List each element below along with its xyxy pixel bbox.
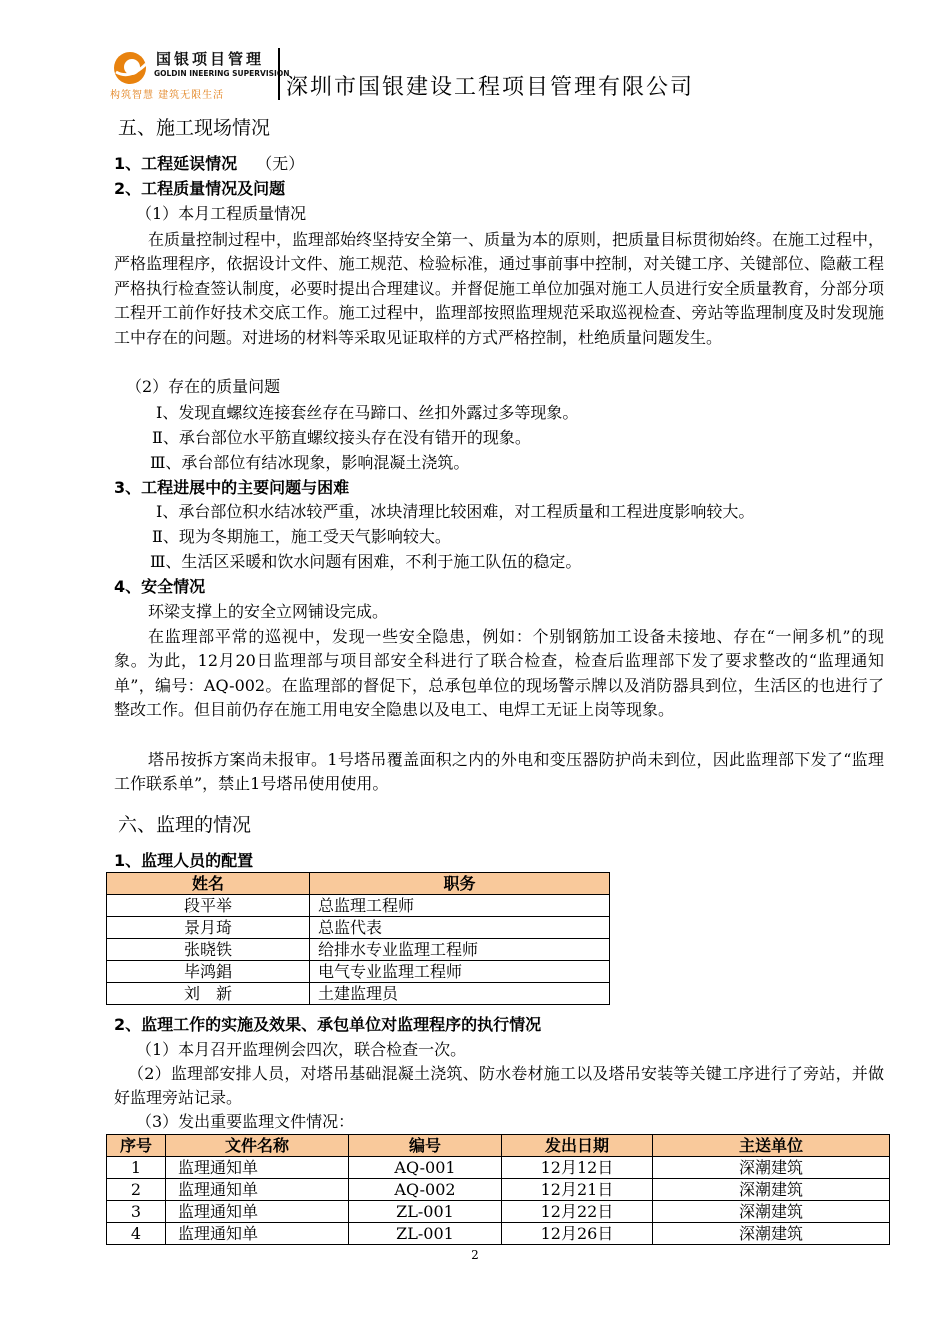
table-row [107,1157,890,1179]
staff-name: 张晓铁 [107,939,310,961]
staff-position: 总监理工程师 [310,895,610,917]
progress-heading: 3、工程进展中的主要问题与困难 [114,478,350,497]
doc-recipient: 深潮建筑 [653,1223,890,1245]
table-row [107,1223,890,1245]
doc-number: AQ-001 [349,1157,502,1179]
quality-issue-2: Ⅱ、承台部位水平筋直螺纹接头存在没有错开的现象。 [152,428,531,447]
quality-issue-3: Ⅲ、承台部位有结冰现象，影响混凝土浇筑。 [150,453,470,472]
doc-index: 1 [107,1157,166,1179]
company-logo [108,44,290,101]
execution-item-2: （2）监理部安排人员，对塔吊基础混凝土浇筑、防水卷材施工以及塔吊安装等关键工序进行了旁站，并做好监理旁站记录。 [114,1064,884,1108]
progress-item-2: Ⅱ、现为冬期施工，施工受天气影响较大。 [152,527,451,546]
staff-name: 段平举 [107,895,310,917]
staff-name: 刘 新 [107,983,310,1005]
table-row [107,1179,890,1201]
page-header [108,44,888,100]
safety-paragraph-3: 塔吊按拆方案尚未报审。1号塔吊覆盖面积之内的外电和变压器防护尚未到位，因此监理部下发了“监理工作联系单”，禁止1号塔吊使用使用。 [114,750,884,794]
delay-heading: 1、工程延误情况 [114,154,238,173]
header-divider [278,48,280,100]
logo-chinese-name: 国银项目管理 [156,50,265,68]
table-row [107,1201,890,1223]
table-row [107,917,610,939]
staff-name: 景月琦 [107,917,310,939]
staff-position: 总监代表 [310,917,610,939]
table-row [107,983,610,1005]
staff-position: 给排水专业监理工程师 [310,939,610,961]
doc-index: 2 [107,1179,166,1201]
logo-slogan: 构筑智慧 建筑无限生活 [110,90,225,101]
doc-recipient: 深潮建筑 [653,1157,890,1179]
doc-number: ZL-001 [349,1201,502,1223]
staff-position: 土建监理员 [310,983,610,1005]
docs-col-index: 序号 [107,1135,166,1157]
execution-item-3: （3）发出重要监理文件情况： [136,1112,355,1131]
doc-date: 12月12日 [502,1157,653,1179]
safety-heading: 4、安全情况 [114,577,206,596]
doc-date: 12月22日 [502,1201,653,1223]
staff-heading: 1、监理人员的配置 [114,851,254,870]
docs-col-recipient: 主送单位 [653,1135,890,1157]
doc-name: 监理通知单 [166,1157,349,1179]
company-name: 深圳市国银建设工程项目管理有限公司 [286,75,695,100]
staff-name: 毕鸿錩 [107,961,310,983]
execution-item-1: （1）本月召开监理例会四次，联合检查一次。 [136,1040,467,1059]
doc-name: 监理通知单 [166,1223,349,1245]
delay-line [114,154,304,174]
quality-paragraph: 在质量控制过程中，监理部始终坚持安全第一、质量为本的原则，把质量目标贯彻始终。在施工过程中，严格监理程序，依据设计文件、施工规范、检验标准，通过事前事中控制，对关键工序、关键部位、隐蔽工程严格执行检查签认制度，必要时提出合理建议。并督促施工单位加强对施工人员进行安全质量教育，分部分项工程开工前作好技术交底工作。施工过程中，监理部按照监理规范采取巡视检查、旁站等监理制度及时发现施工中存在的问题。对进场的材料等采取见证取样的方式严格控制，杜绝质量问题发生。 [114,230,885,347]
doc-name: 监理通知单 [166,1201,349,1223]
section-6-title: 六、监理的情况 [118,814,252,836]
section-5-title: 五、施工现场情况 [118,117,271,139]
safety-paragraph-2: 在监理部平常的巡视中，发现一些安全隐患，例如：个别钢筋加工设备未接地、存在“一闸多机”的现象。为此，12月20日监理部与项目部安全科进行了联合检查，检查后监理部下发了要求整改的“监理通知单”，编号：AQ-002。在监理部的督促下，总承包单位的现场警示牌以及消防器具到位，生活区的也进行了整改工作。但目前仍存在施工用电安全隐患以及电工、电焊工无证上岗等现象。 [114,627,884,720]
docs-col-number: 编号 [349,1135,502,1157]
execution-heading: 2、监理工作的实施及效果、承包单位对监理程序的执行情况 [114,1015,542,1034]
staff-table [106,872,610,1005]
staff-col-position: 职务 [310,873,610,895]
staff-header-row [107,873,610,895]
doc-date: 12月21日 [502,1179,653,1201]
doc-recipient: 深潮建筑 [653,1201,890,1223]
doc-index: 3 [107,1201,166,1223]
quality-subheading-1: （1）本月工程质量情况 [136,204,307,223]
page-number: 2 [471,1248,479,1262]
table-row [107,895,610,917]
docs-col-name: 文件名称 [166,1135,349,1157]
logo-emblem-icon [112,50,148,86]
table-row [107,939,610,961]
doc-name: 监理通知单 [166,1179,349,1201]
safety-paragraph-1: 环梁支撑上的安全立网铺设完成。 [148,602,389,621]
doc-index: 4 [107,1223,166,1245]
doc-date: 12月26日 [502,1223,653,1245]
progress-item-1: Ⅰ、承台部位积水结冰较严重，冰块清理比较困难，对工程质量和工程进度影响较大。 [156,502,755,521]
doc-number: ZL-001 [349,1223,502,1245]
logo-english-name: GOLDIN INEERING SUPERVISION [154,69,290,78]
quality-heading: 2、工程质量情况及问题 [114,179,286,198]
quality-issue-1: Ⅰ、发现直螺纹连接套丝存在马蹄口、丝扣外露过多等现象。 [156,403,579,422]
doc-recipient: 深潮建筑 [653,1179,890,1201]
docs-col-date: 发出日期 [502,1135,653,1157]
staff-col-name: 姓名 [107,873,310,895]
docs-header-row [107,1135,890,1157]
doc-number: AQ-002 [349,1179,502,1201]
table-row [107,961,610,983]
delay-note: （无） [256,154,305,173]
staff-position: 电气专业监理工程师 [310,961,610,983]
quality-subheading-2: （2）存在的质量问题 [126,377,281,396]
progress-item-3: Ⅲ、生活区采暖和饮水问题有困难，不利于施工队伍的稳定。 [150,552,582,571]
documents-table [106,1134,890,1245]
